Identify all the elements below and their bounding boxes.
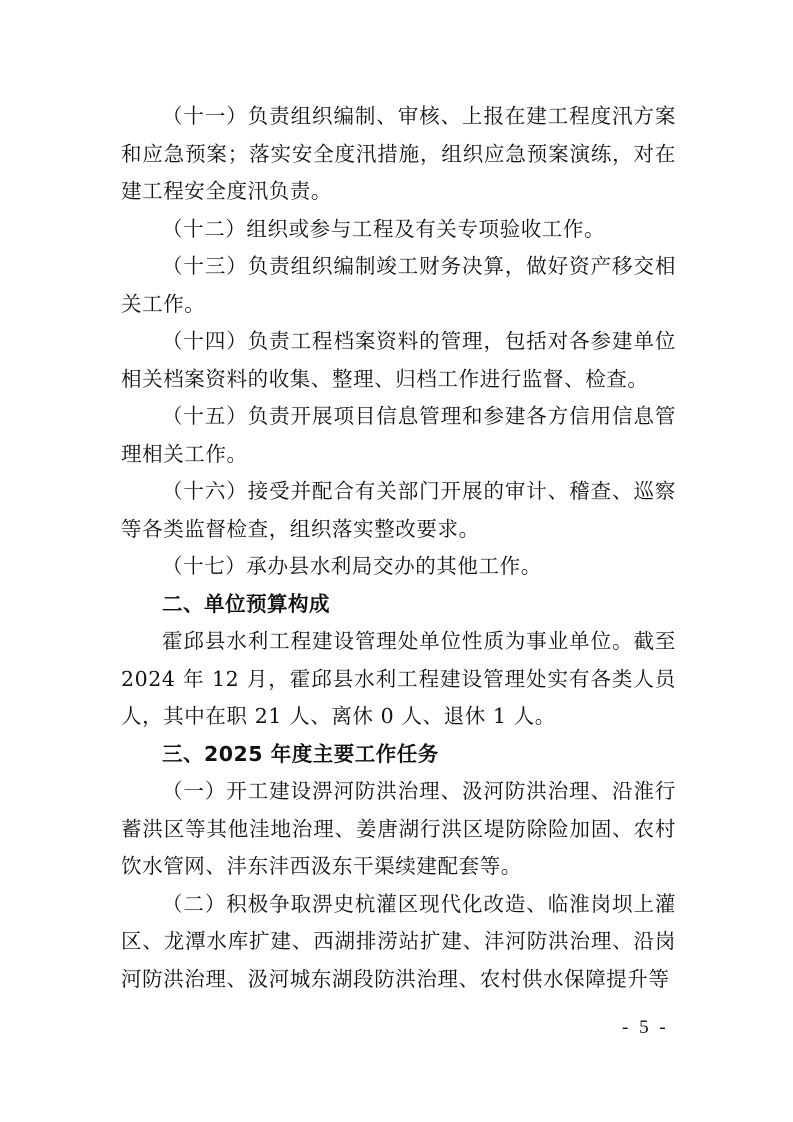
section-heading-main-tasks: 三、2025 年度主要工作任务 [162,741,439,766]
paragraph-budget-structure: 霍邱县水利工程建设管理处单位性质为事业单位。截至2024 年 12 月，霍邱县水利工程建设管理处实有各类人员人，其中在职 21 人、离休 0 人、退休 1 人。 [121,629,676,728]
paragraph-item-12: （十二）组织或参与工程及有关专项验收工作。 [162,216,606,241]
paragraph-item-13: （十三）负责组织编制竣工财务决算，做好资产移交相关工作。 [121,254,676,316]
section-heading-budget-structure: 二、单位预算构成 [162,591,330,616]
paragraph-item-14: （十四）负责工程档案资料的管理，包括对各参建单位相关档案资料的收集、整理、归档工作进行监督、检查。 [121,329,676,391]
page-number: - 5 - [622,1017,669,1038]
document-body [121,98,676,998]
paragraph-task-2: （二）积极争取淠史杭灌区现代化改造、临淮岗坝上灌区、龙潭水库扩建、西湖排涝站扩建、沣河防洪治理、沿岗河防洪治理、汲河城东湖段防洪治理、农村供水保障提升等 [121,891,676,991]
paragraph-item-11: （十一）负责组织编制、审核、上报在建工程度汛方案和应急预案；落实安全度汛措施，组织应急预案演练，对在建工程安全度汛负责。 [121,104,676,203]
paragraph-item-16: （十六）接受并配合有关部门开展的审计、稽查、巡察等各类监督检查，组织落实整改要求。 [121,479,676,541]
paragraph-item-17: （十七）承办县水利局交办的其他工作。 [162,554,542,578]
paragraph-task-1: （一）开工建设淠河防洪治理、汲河防洪治理、沿淮行蓄洪区等其他洼地治理、姜唐湖行洪区堤防除险加固、农村饮水管网、沣东沣西汲东干渠续建配套等。 [121,779,676,878]
paragraph-item-15: （十五）负责开展项目信息管理和参建各方信用信息管理相关工作。 [121,404,676,466]
